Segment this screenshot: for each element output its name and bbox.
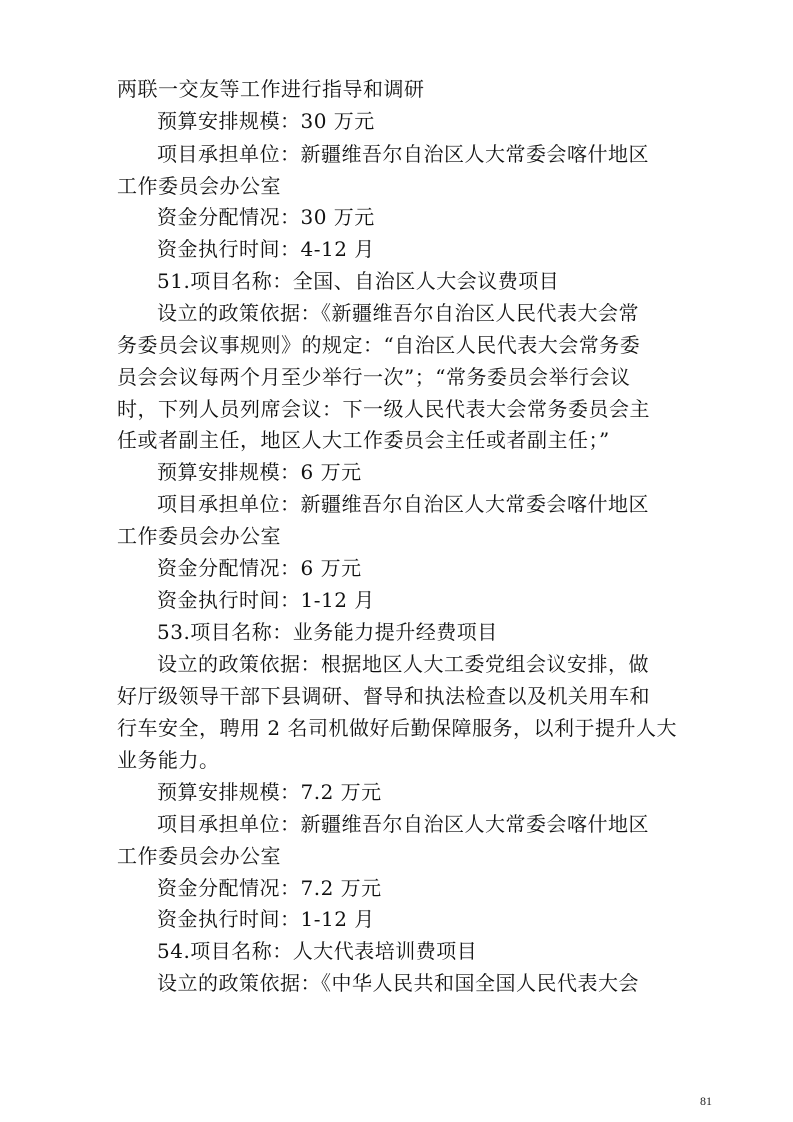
paragraph-line: 业务能力。 [117,748,220,772]
paragraph-line: 预算安排规模：30 万元 [157,109,375,133]
paragraph-line: 工作委员会办公室 [117,174,281,198]
paragraph-line: 资金分配情况：6 万元 [157,556,362,580]
paragraph-line: 工作委员会办公室 [117,844,281,868]
paragraph-line: 好厅级领导干部下县调研、督导和执法检查以及机关用车和 [117,684,650,708]
paragraph-line: 工作委员会办公室 [117,524,281,548]
paragraph-line: 53.项目名称：业务能力提升经费项目 [157,620,498,644]
paragraph-line: 两联一交友等工作进行指导和调研 [117,77,425,101]
paragraph-line: 资金执行时间：1-12 月 [157,588,375,612]
paragraph-line: 项目承担单位：新疆维吾尔自治区人大常委会喀什地区 [157,492,649,516]
paragraph-line: 项目承担单位：新疆维吾尔自治区人大常委会喀什地区 [157,812,649,836]
paragraph-line: 54.项目名称：人大代表培训费项目 [157,939,478,963]
paragraph-line: 预算安排规模：7.2 万元 [157,780,382,804]
paragraph-line: 预算安排规模：6 万元 [157,460,362,484]
paragraph-line: 资金分配情况：30 万元 [157,205,375,229]
paragraph-line: 设立的政策依据：《新疆维吾尔自治区人民代表大会常 [157,301,639,325]
paragraph-line: 项目承担单位：新疆维吾尔自治区人大常委会喀什地区 [157,142,649,166]
paragraph-line: 务委员会议事规则》的规定：“自治区人民代表大会常务委 [117,333,641,357]
paragraph-line: 任或者副主任，地区人大工作委员会主任或者副主任；” [117,428,610,452]
paragraph-line: 51.项目名称：全国、自治区人大会议费项目 [157,269,560,293]
paragraph-line: 行车安全，聘用 2 名司机做好后勤保障服务，以利于提升人大 [117,716,677,740]
page-number: 81 [700,1094,712,1108]
paragraph-line: 资金执行时间：1-12 月 [157,907,375,931]
paragraph-line: 时，下列人员列席会议：下一级人民代表大会常务委员会主 [117,397,650,421]
paragraph-line: 设立的政策依据：根据地区人大工委党组会议安排，做 [157,652,649,676]
paragraph-line: 资金执行时间：4-12 月 [157,237,375,261]
paragraph-line: 员会会议每两个月至少举行一次”；“常务委员会举行会议 [117,365,631,389]
paragraph-line: 设立的政策依据：《中华人民共和国全国人民代表大会 [157,971,639,995]
paragraph-line: 资金分配情况：7.2 万元 [157,876,382,900]
